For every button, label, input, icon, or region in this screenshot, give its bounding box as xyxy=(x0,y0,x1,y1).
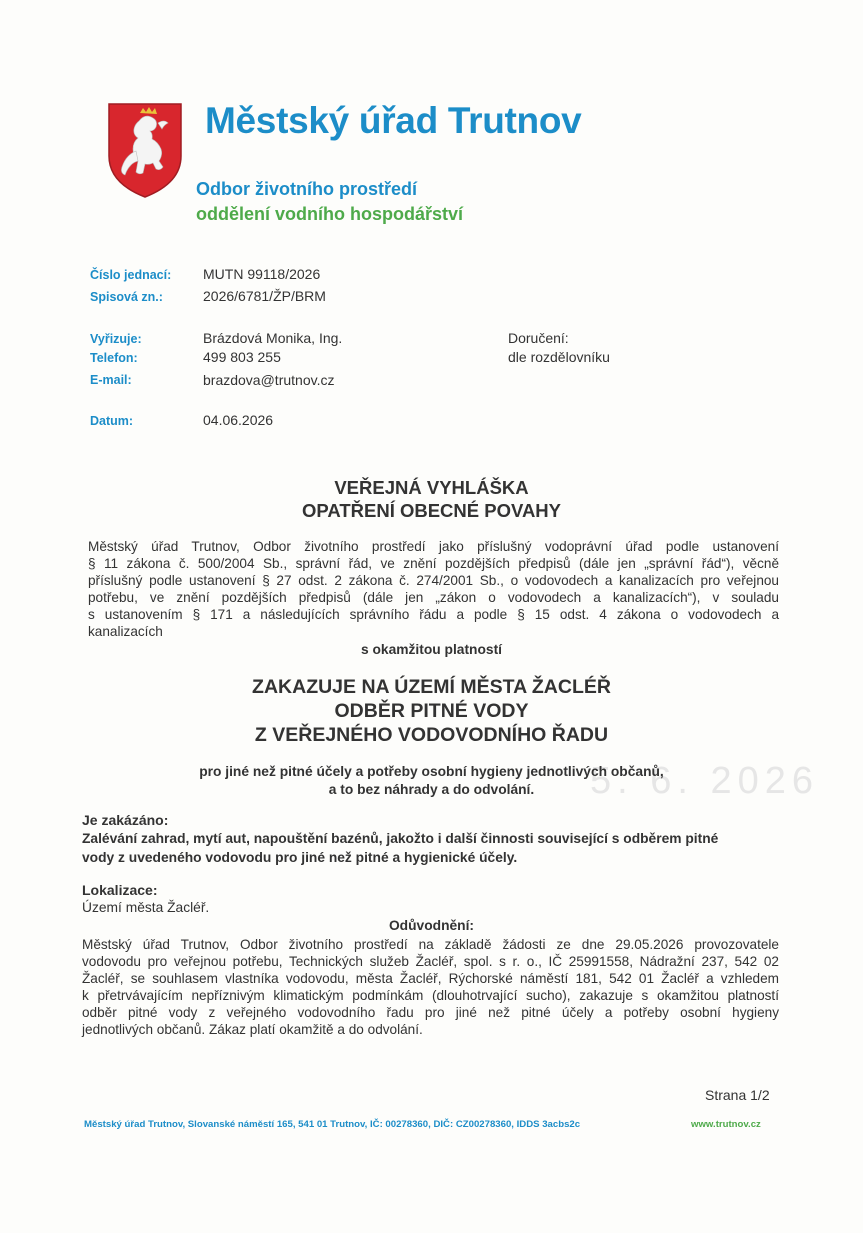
file-mark-value: 2026/6781/ŽP/BRM xyxy=(203,288,326,304)
prohibition-line-3: Z VEŘEJNÉHO VODOVODNÍHO ŘADU xyxy=(254,724,609,746)
department-name: Odbor životního prostředí xyxy=(196,179,417,199)
forbidden-line-1: Zalévání zahrad, mytí aut, napouštění bazénů, jakožto i další činnosti související s odběrem pitné xyxy=(82,831,719,846)
email-label: E-mail: xyxy=(90,373,132,387)
intro-line: s ustanovením § 171 a následujících správního řádu a podle § 15 odst. 4 zákona o vodovodech a xyxy=(88,607,779,622)
location-heading: Lokalizace: xyxy=(82,882,158,898)
justification-line: jednotlivých občanů. Zákaz platí okamžitě a do odvolání. xyxy=(82,1022,423,1037)
date-value: 04.06.2026 xyxy=(203,412,274,428)
page-number: Strana 1/2 xyxy=(705,1087,770,1103)
forbidden-heading: Je zakázáno: xyxy=(82,812,169,828)
subdepartment-name: oddělení vodního hospodářství xyxy=(196,204,464,224)
handler-label: Vyřizuje: xyxy=(90,332,142,346)
received-stamp: 5. 6. 2026 xyxy=(590,760,820,802)
justification-line: Žacléř, se souhlasem vlastníka vodovodu, města Žacléř, Rýchorské náměstí 181, 542 01 Žacléř a vzhledem xyxy=(82,971,779,986)
ref-number-label: Číslo jednací: xyxy=(90,268,172,282)
purpose-line-2: a to bez náhrady a do odvolání. xyxy=(328,782,535,797)
office-title-city: Trutnov xyxy=(447,100,582,141)
justification-line: k přetrvávajícím nepříznivým klimatickým podmínkám (dlouhotrvající sucho), zakazuje s okamžitou platností xyxy=(82,988,779,1003)
intro-line: potřebu, ve znění pozdějších předpisů (dále jen „zákon o vodovodech a kanalizacích“), v souladu xyxy=(88,590,779,605)
justification-line: Městský úřad Trutnov, Odbor životního prostředí na základě žádosti ze dne 29.05.2026 provozovatele xyxy=(82,937,779,952)
intro-paragraph xyxy=(88,538,779,640)
ref-number-value: MUTN 99118/2026 xyxy=(203,266,321,282)
phone-label: Telefon: xyxy=(90,351,138,365)
city-crest-logo xyxy=(106,101,184,199)
office-title xyxy=(205,100,581,142)
file-mark-label: Spisová zn.: xyxy=(90,290,163,304)
delivery-value: dle rozdělovníku xyxy=(508,349,610,365)
forbidden-line-2: vody z uvedeného vodovodu pro jiné než pitné a hygienické účely. xyxy=(82,850,518,865)
intro-line: Městský úřad Trutnov, Odbor životního prostředí jako příslušný vodoprávní úřad podle ustanovení xyxy=(88,539,779,554)
justification-paragraph xyxy=(82,936,779,1038)
validity-note: s okamžitou platností xyxy=(360,642,503,657)
justification-line: vodovodu pro veřejnou potřebu, Technických služeb Žacléř, spol. s r. o., IČ 25991558, Nádražní 237, 542 02 xyxy=(82,954,779,969)
footer-address: Městský úřad Trutnov, Slovanské náměstí 165, 541 01 Trutnov, IČ: 00278360, DIČ: CZ00278360, IDDS 3acbs2c xyxy=(84,1119,581,1130)
footer-website[interactable]: www.trutnov.cz xyxy=(691,1119,761,1130)
intro-line: § 11 zákona č. 500/2004 Sb., správní řád, ve znění pozdějších předpisů (dále jen „správní řád“), věcně xyxy=(88,556,779,571)
intro-line: příslušný podle ustanovení § 27 odst. 2 zákona č. 274/2001 Sb., o vodovodech a kanalizacích pro veřejnou xyxy=(88,573,779,588)
delivery-label: Doručení: xyxy=(508,330,569,346)
notice-subtitle: OPATŘENÍ OBECNÉ POVAHY xyxy=(301,500,562,521)
notice-title: VEŘEJNÁ VYHLÁŠKA xyxy=(334,477,529,498)
location-value: Území města Žacléř. xyxy=(82,900,210,915)
prohibition-line-2: ODBĚR PITNÉ VODY xyxy=(334,700,529,722)
prohibition-line-1: ZAKAZUJE NA ÚZEMÍ MĚSTA ŽACLÉŘ xyxy=(252,676,611,698)
intro-line: kanalizacích xyxy=(88,624,163,639)
justification-line: odběr pitné vody z veřejného vodovodního řadu pro jiné než pitné účely a potřeby osobní hygieny xyxy=(82,1005,779,1020)
office-title-main: Městský úřad xyxy=(205,100,448,141)
handler-value: Brázdová Monika, Ing. xyxy=(203,330,343,346)
phone-value: 499 803 255 xyxy=(203,349,281,365)
justification-heading: Odůvodnění: xyxy=(388,918,475,933)
purpose-line-1: pro jiné než pitné účely a potřeby osobní hygieny jednotlivých občanů, xyxy=(199,764,664,779)
date-label: Datum: xyxy=(90,414,134,428)
email-value[interactable]: brazdova@trutnov.cz xyxy=(203,372,335,388)
